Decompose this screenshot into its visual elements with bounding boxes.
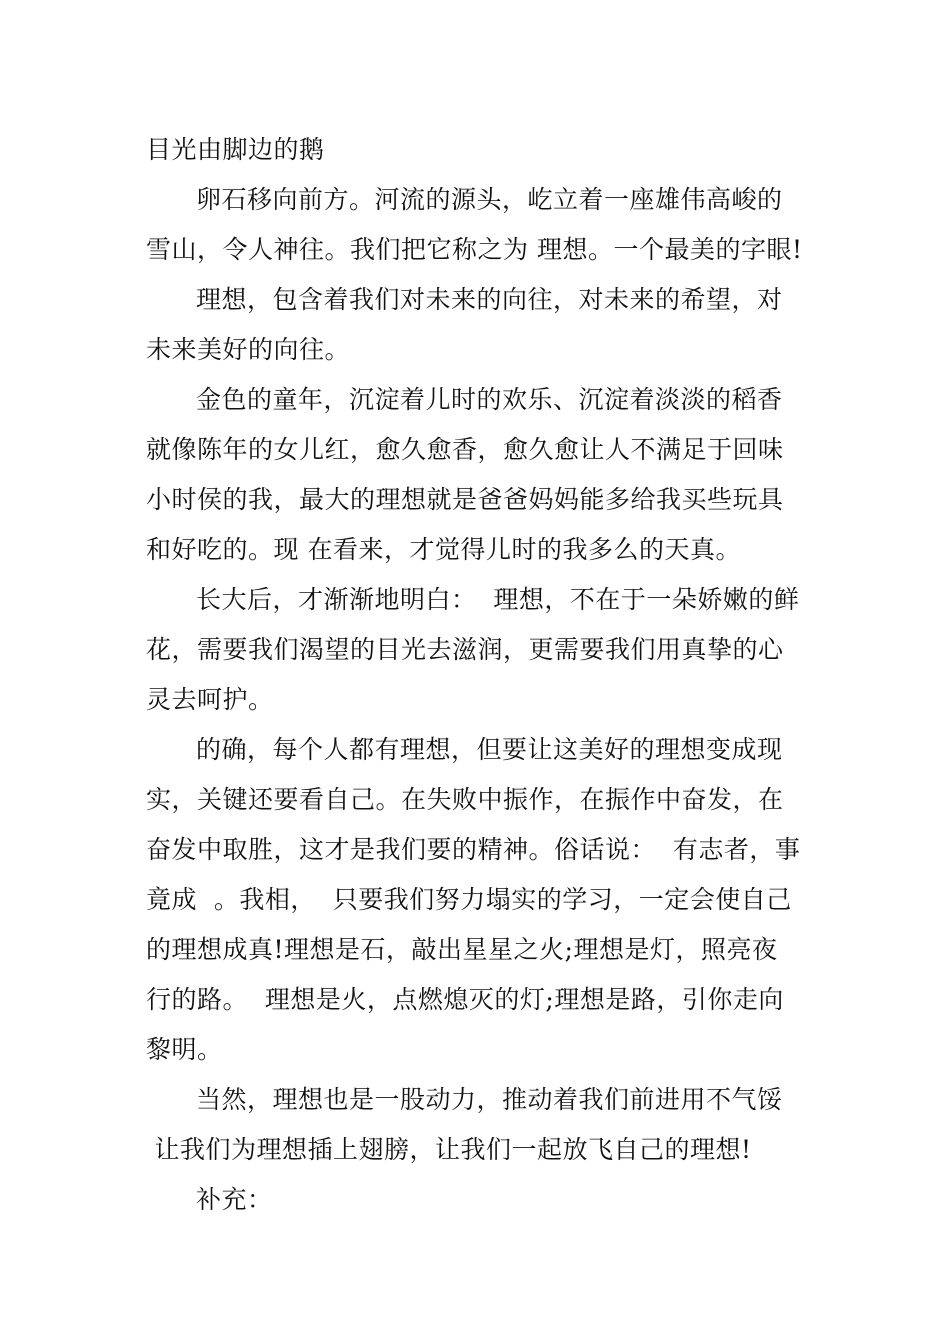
paragraph-line: 的确，每个人都有理想，但要让这美好的理想变成现 [196, 735, 783, 764]
text-line: 花，需要我们渴望的目光去滋润，更需要我们用真挚的心 [146, 635, 784, 664]
text-line: 的理想成真!理想是石，敲出星星之火;理想是灯，照亮夜 [146, 935, 778, 964]
text-line: 就像陈年的女儿红，愈久愈香，愈久愈让人不满足于回味 [146, 435, 784, 464]
text-line: 让我们为理想插上翅膀，让我们一起放飞自己的理想! [146, 1135, 752, 1164]
text-line: 灵去呵护。 [146, 685, 274, 714]
text-line: 和好吃的。现 在看来，才觉得儿时的我多么的天真。 [146, 535, 741, 564]
text-line: 小时侯的我，最大的理想就是爸爸妈妈能多给我买些玩具 [146, 485, 784, 514]
text-line: 目光由脚边的鹅 [146, 135, 325, 164]
paragraph-line: 卵石移向前方。河流的源头，屹立着一座雄伟高峻的 [196, 185, 783, 214]
paragraph-line: 长大后，才渐渐地明白： 理想，不在于一朵娇嫩的鲜 [196, 585, 800, 614]
text-line: 实，关键还要看自己。在失败中振作，在振作中奋发，在 [146, 785, 784, 814]
paragraph-line: 理想，包含着我们对未来的向往，对未来的希望，对 [196, 285, 783, 314]
paragraph-line: 当然，理想也是一股动力，推动着我们前进用不气馁 [196, 1085, 783, 1114]
text-line: 奋发中取胜，这才是我们要的精神。俗话说： 有志者，事 [146, 835, 801, 864]
paragraph-line: 金色的童年，沉淀着儿时的欢乐、沉淀着淡淡的稻香 [196, 385, 783, 414]
paragraph-line: 补充： [196, 1185, 273, 1214]
text-line: 行的路。 理想是火，点燃熄灭的灯;理想是路，引你走向 [146, 985, 784, 1014]
text-line: 雪山，令人神往。我们把它称之为 理想。一个最美的字眼! [146, 235, 803, 264]
text-line: 竟成 。我相， 只要我们努力塌实的学习，一定会使自己 [146, 885, 792, 914]
text-line: 黎明。 [146, 1035, 223, 1064]
text-line: 未来美好的向往。 [146, 335, 351, 364]
